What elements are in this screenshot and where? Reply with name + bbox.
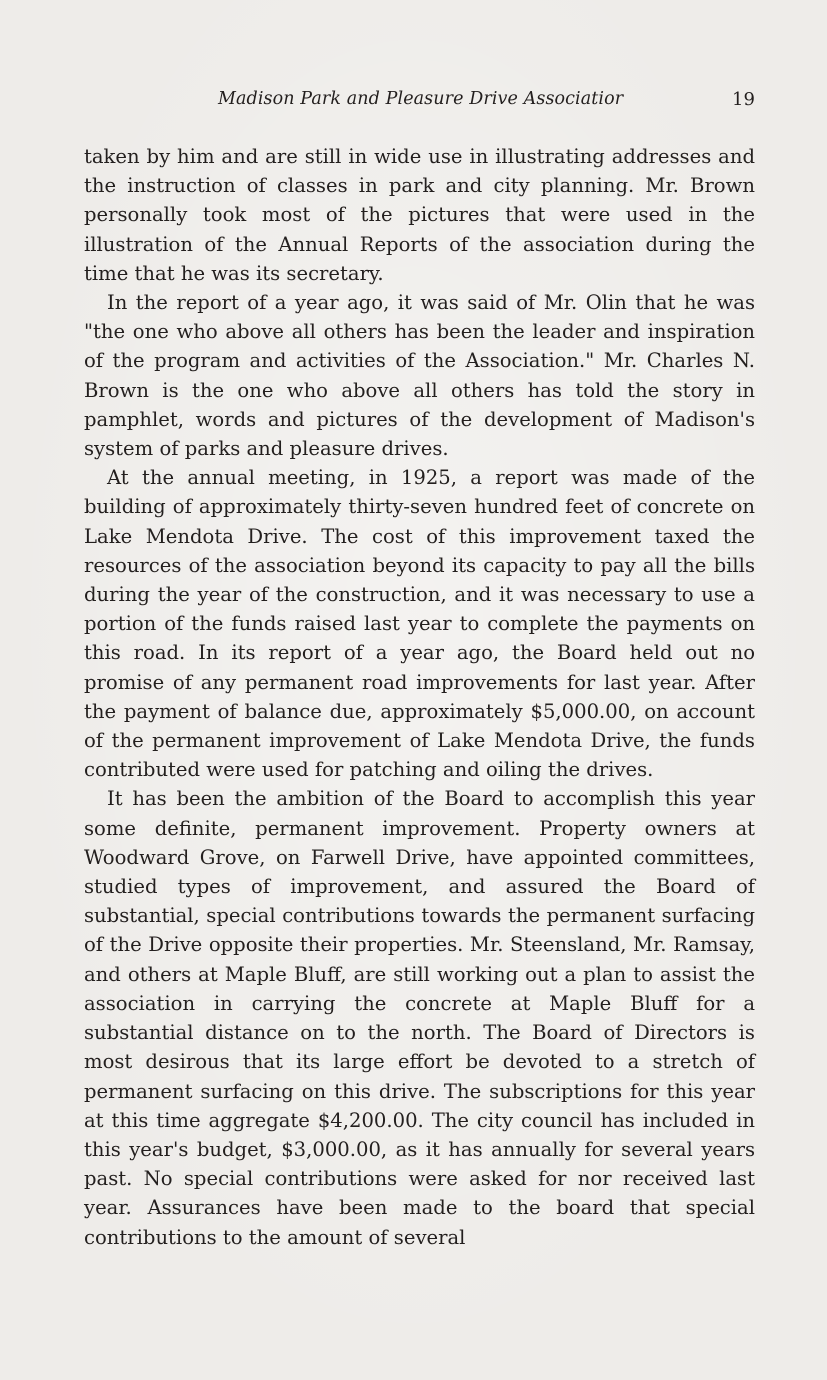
body-text	[84, 142, 755, 1252]
running-title: Madison Park and Pleasure Drive Associatior	[218, 89, 624, 109]
running-head	[0, 89, 827, 115]
paragraph-continuation: taken by him and are still in wide use in illustrating addresses and the instruction of classes in park and city planning. Mr. Brown personally took most of the pictures that were used in the illustration of the Annual Reports of the association during the time that he was its secretary.	[84, 145, 755, 285]
paragraph-annual-meeting: At the annual meeting, in 1925, a report was made of the building of approximately thirty-seven hundred feet of concrete on Lake Mendota Drive. The cost of this improvement taxed the resources of the association beyond its capacity to pay all the bills during the year of the construction, and it was necessary to use a portion of the funds raised last year to complete the payments on this road. In its report of a year ago, the Board held out no promise of any permanent road improvements for last year. After the payment of balance due, approximately $5,000.00, on account of the permanent improvement of Lake Mendota Drive, the funds contributed were used for patching and oiling the drives.	[84, 466, 755, 782]
paragraph-board-ambition: It has been the ambition of the Board to accomplish this year some definite, permanent improvement. Property owners at Woodward Grove, on Farwell Drive, have appointed committees, studied types of improvement, and assured the Board of substantial, special contributions towards the permanent surfacing of the Drive opposite their properties. Mr. Steensland, Mr. Ramsay, and others at Maple Bluff, are still working out a plan to assist the association in carrying the concrete at Maple Bluff for a substantial distance on to the north. The Board of Directors is most desirous that its large effort be devoted to a stretch of permanent surfacing on this drive. The subscriptions for this year at this time aggregate $4,200.00. The city council has included in this year's budget, $3,000.00, as it has annually for several years past. No special contributions were asked for nor received last year. Assurances have been made to the board that special contributions to the amount of several	[84, 787, 755, 1249]
paragraph-olin-brown: In the report of a year ago, it was said of Mr. Olin that he was "the one who above all others has been the leader and inspiration of the program and activities of the Association." Mr. Charles N. Brown is the one who above all others has told the story in pamphlet, words and pictures of the development of Madison's system of parks and pleasure drives.	[84, 291, 755, 461]
page-number: 19	[732, 89, 755, 110]
